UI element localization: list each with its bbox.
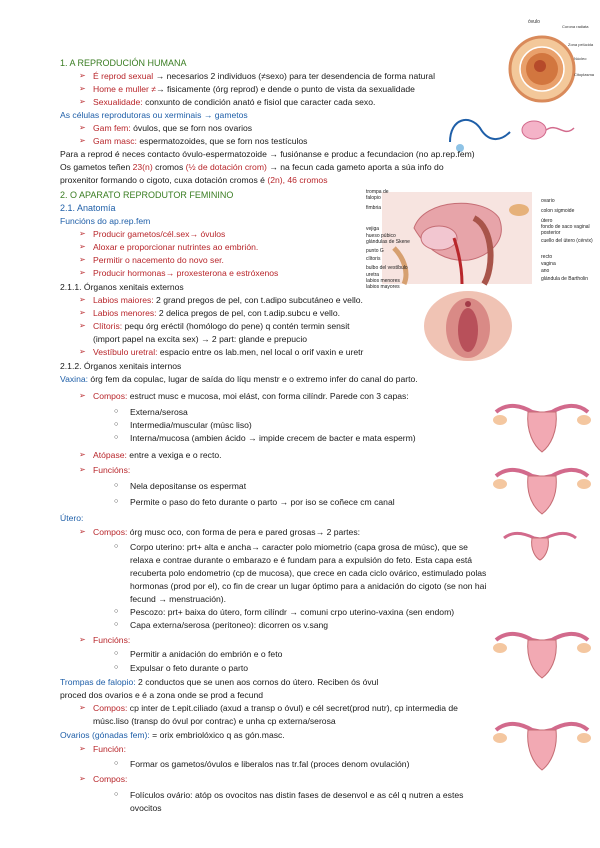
circle-bullet-icon: ○ xyxy=(114,434,119,441)
label-vagina: vagina xyxy=(541,261,556,267)
list-item: Gam fem: óvulos, que se forn nos ovarios xyxy=(93,123,253,133)
circle-bullet-icon: ○ xyxy=(114,621,119,628)
circle-bullet-icon: ○ xyxy=(114,543,119,550)
uterus-figure-4 xyxy=(488,710,596,772)
arrow-bullet-icon: ➢ xyxy=(79,229,86,238)
arrow-bullet-icon: ➢ xyxy=(79,242,86,251)
arrow-bullet-icon: ➢ xyxy=(79,97,86,106)
list-item: Función: xyxy=(93,744,126,754)
ovum-figure xyxy=(500,14,598,110)
trompas-definition: Trompas de falopio: 2 conductos que se unen aos cornos do útero. Reciben ós óvul xyxy=(60,677,379,687)
label-skene: glándulas de Skene xyxy=(366,239,410,245)
list-item: Intermedia/muscular (músc liso) xyxy=(130,420,252,430)
list-item: Folículos ovário: atóp os ovocitos nas distin fases de desenvol e as cél q nutren a estes xyxy=(130,790,464,800)
list-item: Compos: estruct musc e mucosa, moi elást, con forma cilíndr. Parede con 3 capas: xyxy=(93,391,409,401)
circle-bullet-icon: ○ xyxy=(114,421,119,428)
list-item: Funcións: xyxy=(93,635,131,645)
list-item-continuation: (import papel na excita sex) → 2 part: glande e prepucio xyxy=(93,334,308,344)
nucleus xyxy=(534,60,546,72)
label-labios-menores: labios menores xyxy=(366,278,400,284)
list-item-continuation: hormonas (prod por el), co fin de crear un lugar óptimo para a anidación do cigoto (se non hai xyxy=(130,581,487,591)
label-hueso-pubico: hueso púbico xyxy=(366,233,396,239)
cytoplasm-label: Citoplasma xyxy=(574,72,595,77)
uterus-figure-small xyxy=(500,526,580,562)
circle-bullet-icon: ○ xyxy=(114,664,119,671)
circle-bullet-icon: ○ xyxy=(114,498,119,505)
circle-bullet-icon: ○ xyxy=(114,791,119,798)
nucleus-label: Núcleo xyxy=(574,56,587,61)
list-item: Labios maiores: 2 grand pregos de pel, con t.adipo subcutáneo e vello. xyxy=(93,295,363,305)
arrow-bullet-icon: ➢ xyxy=(79,84,86,93)
list-item: Producir hormonas→ proxesterona e estróxenos xyxy=(93,268,279,278)
arrow-bullet-icon: ➢ xyxy=(79,635,86,644)
list-item: É reprod sexual → necesarios 2 individuos (≠sexo) para ter desendencia de forma natural xyxy=(93,71,435,81)
paragraph: Para a reprod é neces contacto óvulo-espermatozoide → fusiónanse e produc a fecundacion (no ap.rep.fem) xyxy=(60,149,475,159)
zona-label: Zona pelúcida xyxy=(568,42,594,47)
uterus-figure-1 xyxy=(488,392,596,456)
arrow-bullet-icon: ➢ xyxy=(79,347,86,356)
section1-heading: 1. A REPRODUCIÓN HUMANA xyxy=(60,58,187,68)
list-item: Pescozo: prt+ baixa do útero, form cilíndr → comuni crpo uterino-vaxina (sen endom) xyxy=(130,607,455,617)
list-item: Interna/mucosa (ambien ácido → impide crecem de bacter e mata esperm) xyxy=(130,433,416,443)
label-fimbria: fimbria xyxy=(366,205,382,211)
subheading-anatomia: 2.1. Anatomía xyxy=(60,203,116,213)
arrow-bullet-icon: ➢ xyxy=(79,71,86,80)
paragraph: Os gametos teñen 23(n) cromos (½ de dotación crom) → na fecun cada gameto aporta a súa info do xyxy=(60,162,444,172)
list-item: Corpo uterino: prt+ alta e ancha→ caracter polo miometrio (capa grosa de músc), que se xyxy=(130,542,468,552)
label-bulbo: bulbo del vestíbulo xyxy=(366,265,408,271)
section2-heading: 2. O APARATO REPRODUTOR FEMININO xyxy=(60,190,234,200)
list-item: Producir gametos/cél.sex→ óvulos xyxy=(93,229,226,239)
label-clitoris: clítoris xyxy=(366,256,381,262)
paragraph: proxenitor formando o cigoto, cuxa dotación cromos é (2n), 46 cromos xyxy=(60,175,328,185)
list-item: Permite o paso do feto durante o parto → por iso se coñece cm canal xyxy=(130,497,395,507)
label-ovario: ovario xyxy=(541,198,555,204)
vaxina-definition: Vaxina: órg fem da copulac, lugar de saída do líqu menstr e o extremo infer do canal do parto. xyxy=(60,374,418,384)
arrow-bullet-icon: ➢ xyxy=(79,465,86,474)
list-item: Gam masc: espermatozoides, que se forn nos testículos xyxy=(93,136,308,146)
uterus-figure-2 xyxy=(488,456,596,516)
label-bartholin: glándula de Bartholin xyxy=(541,276,588,282)
list-item: Aloxar e proporcionar nutrintes ao embrión. xyxy=(93,242,259,252)
label-labios-mayores: labios mayores xyxy=(366,284,400,290)
list-item: Home e muller ≠→ fisicamente (órg reprod) e dende o punto de vista da sexualidade xyxy=(93,84,415,94)
list-item: Clítoris: pequ órg eréctil (homólogo do pene) q contén termin sensit xyxy=(93,321,350,331)
label-cervix: cuello del útero (cérvix) xyxy=(541,238,593,244)
list-item: Vestíbulo uretral: espacio entre os lab.men, nel local o orif vaxin e uretr xyxy=(93,347,364,357)
ovum-label: óvulo xyxy=(528,19,540,25)
arrow-bullet-icon: ➢ xyxy=(79,527,86,536)
circle-bullet-icon: ○ xyxy=(114,408,119,415)
list-item: Compos: órg musc oco, con forma de pera e pared grosas→ 2 partes: xyxy=(93,527,361,537)
circle-bullet-icon: ○ xyxy=(114,482,119,489)
circle-bullet-icon: ○ xyxy=(114,760,119,767)
list-item-continuation: recuberta polo endometrio (cp de mucosa), que crece en cada ciclo ovárico, estimulado polas xyxy=(130,568,487,578)
externos-heading: 2.1.1. Órganos xenitais externos xyxy=(60,282,184,292)
list-item: Sexualidade: conxunto de condición anató e fisiol que caracter cada sexo. xyxy=(93,97,376,107)
label-uretra: uretra xyxy=(366,272,380,278)
list-item: Funcións: xyxy=(93,465,131,475)
external-genitalia-figure xyxy=(420,290,516,362)
list-item: Expulsar o feto durante o parto xyxy=(130,663,249,673)
list-item-continuation: fecund → menstruación). xyxy=(130,594,227,604)
arrow-bullet-icon: ➢ xyxy=(79,123,86,132)
arrow-bullet-icon: ➢ xyxy=(79,703,86,712)
funcions-heading: Funcións do ap.rep.fem xyxy=(60,216,151,226)
list-item: Nela depositanse os espermat xyxy=(130,481,247,491)
ovarios-definition: Ovarios (gónadas fem): = orix embriolóxico q as gón.masc. xyxy=(60,730,285,740)
list-item: Atópase: entre a vexiga e o recto. xyxy=(93,450,222,460)
label-trompa: trompa de falopio xyxy=(366,189,389,201)
corona-label: Corona radiata xyxy=(562,24,589,29)
label-posterior: posterior xyxy=(541,230,561,236)
circle-bullet-icon: ○ xyxy=(114,608,119,615)
gametes-heading: As células reprodutoras ou xerminais → gametos xyxy=(60,110,248,120)
label-ano: ano xyxy=(541,268,550,274)
arrow-bullet-icon: ➢ xyxy=(79,295,86,304)
circle-bullet-icon: ○ xyxy=(114,650,119,657)
list-item: Capa externa/serosa (peritoneo): dicorren os v.sang xyxy=(130,620,329,630)
arrow-bullet-icon: ➢ xyxy=(79,744,86,753)
label-punto-g: punto G xyxy=(366,248,384,254)
arrow-bullet-icon: ➢ xyxy=(79,321,86,330)
arrow-bullet-icon: ➢ xyxy=(79,255,86,264)
internos-heading: 2.1.2. Órganos xenitais internos xyxy=(60,361,182,371)
label-recto: recto xyxy=(541,254,553,260)
arrow-bullet-icon: ➢ xyxy=(79,450,86,459)
utero-label: Útero: xyxy=(60,513,84,523)
list-item-continuation: músc.liso (transp do óvul por contrac) e unha cp externa/serosa xyxy=(93,716,336,726)
arrow-bullet-icon: ➢ xyxy=(79,774,86,783)
label-fondo-saco: fondo de saco vaginal xyxy=(541,224,590,230)
list-item: Formar os gametos/óvulos e liberalos nas tr.fal (proces denom ovulación) xyxy=(130,759,410,769)
arrow-bullet-icon: ➢ xyxy=(79,308,86,317)
list-item: Externa/serosa xyxy=(130,407,188,417)
arrow-bullet-icon: ➢ xyxy=(79,391,86,400)
list-item: Compos: xyxy=(93,774,128,784)
uterus-figure-3 xyxy=(488,620,596,680)
label-colon: colon sigmoide xyxy=(541,208,575,214)
trompas-continuation: proced dos ovarios e é a zona onde se prod a fecund xyxy=(60,690,264,700)
label-vejiga: vejiga xyxy=(366,226,380,232)
list-item-continuation: ovocitos xyxy=(130,803,162,813)
list-item: Compos: cp inter de t.epit.ciliado (axud a transp o óvul) e cél secret(prod nutr), cp intermedia de xyxy=(93,703,458,713)
list-item: Labios menores: 2 delica pregos de pel, con t.adip.subcu e vello. xyxy=(93,308,340,318)
arrow-bullet-icon: ➢ xyxy=(79,268,86,277)
list-item: Permitir a anidación do embrión e o feto xyxy=(130,649,283,659)
list-item: Permitir o nacemento do novo ser. xyxy=(93,255,224,265)
arrow-bullet-icon: ➢ xyxy=(79,136,86,145)
list-item-continuation: relaxa e contrae durante o embarazo e é fundam para a expulsión do feto. Esta capa está xyxy=(130,555,473,565)
label-utero: útero xyxy=(541,218,553,224)
